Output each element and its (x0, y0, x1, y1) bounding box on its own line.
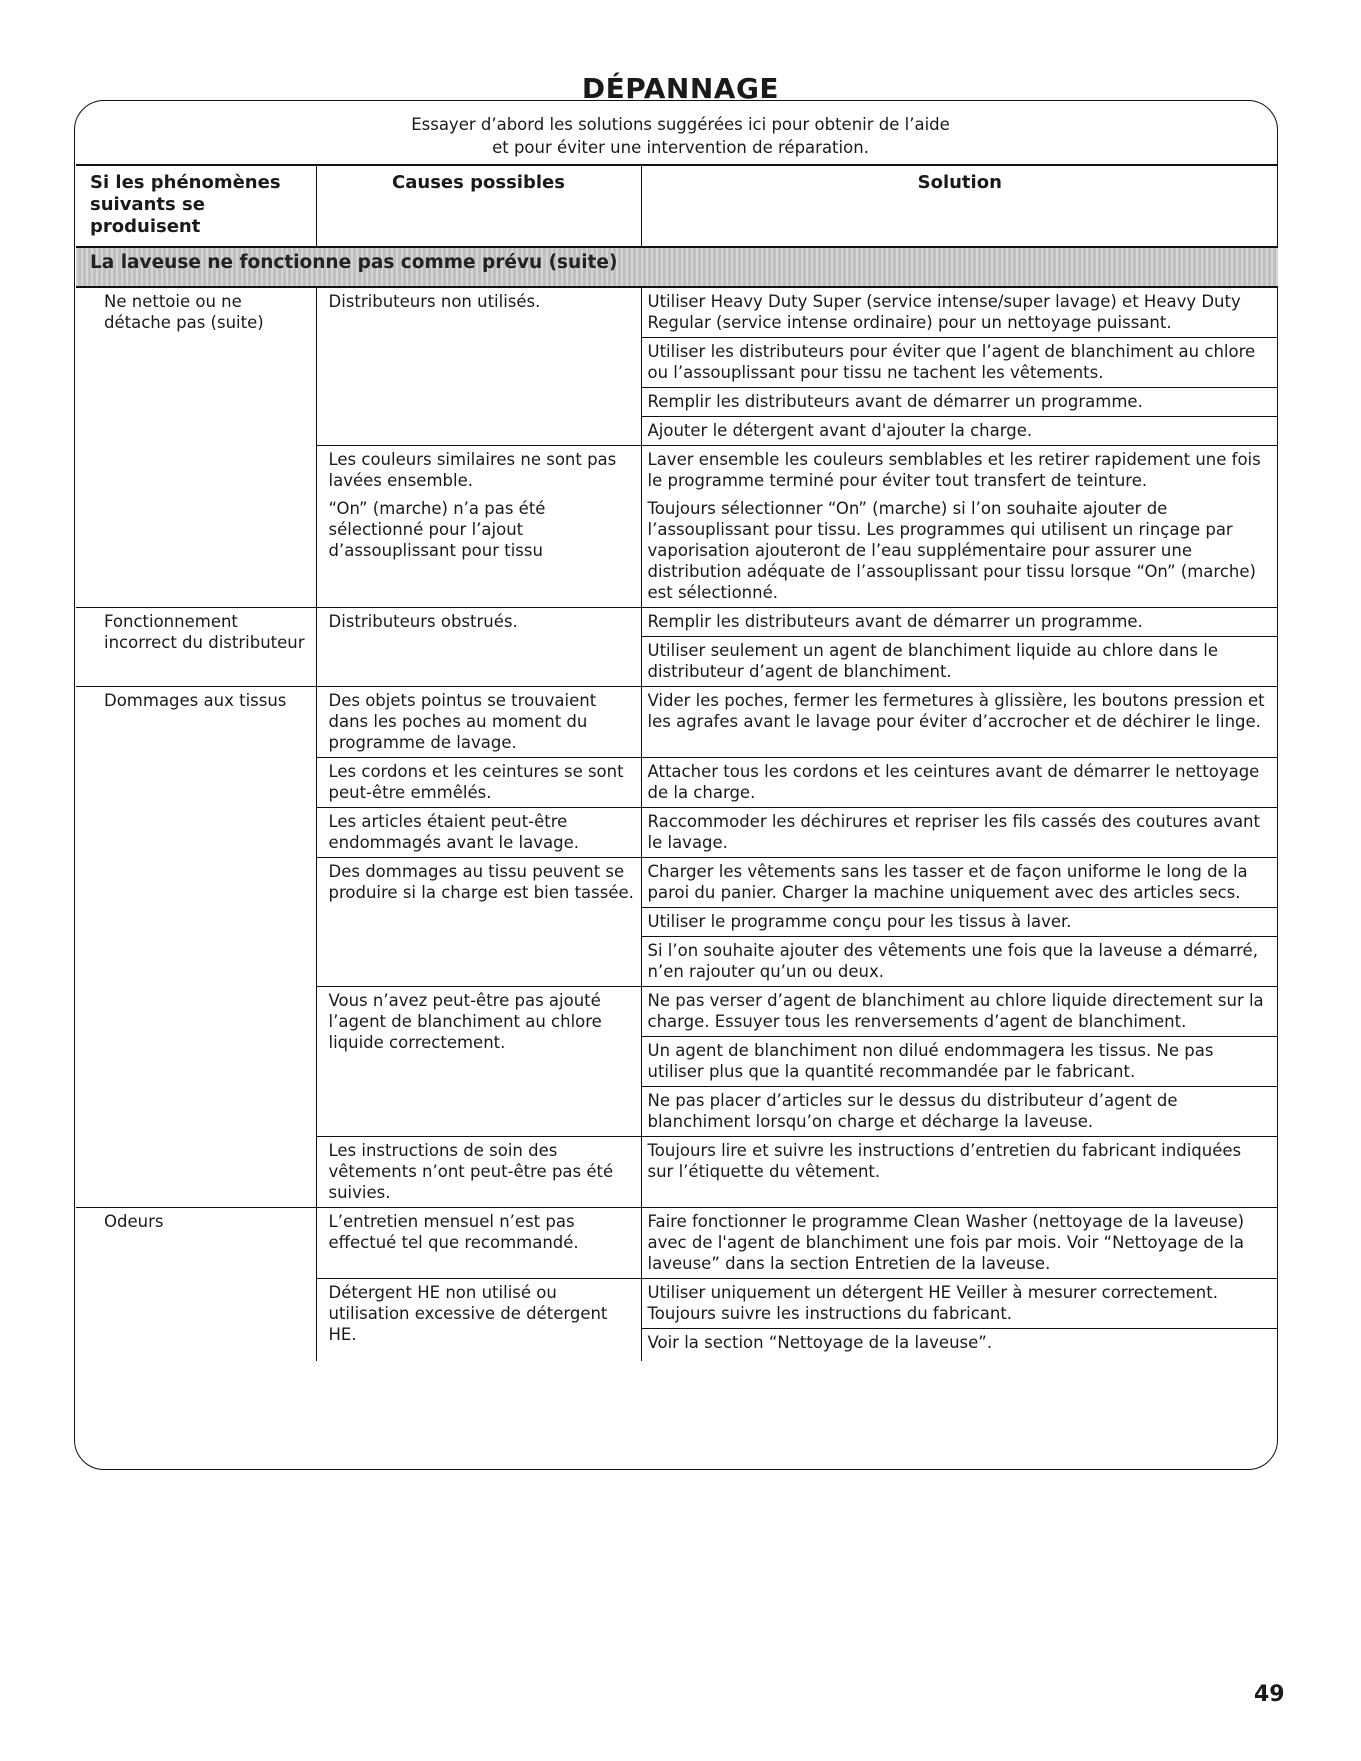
intro-line-2: et pour éviter une intervention de réparation. (492, 138, 869, 157)
solution-cell: Voir la section “Nettoyage de la laveuse”. (641, 1329, 1278, 1362)
solution-cell: Ajouter le détergent avant d'ajouter la charge. (641, 417, 1278, 446)
intro-line-1: Essayer d’abord les solutions suggérées ici pour obtenir de l’aide (411, 115, 950, 134)
page-number: 49 (1254, 1682, 1285, 1707)
solution-cell: Vider les poches, fermer les fermetures à glissière, les boutons pression et les agrafes avant le lavage pour éviter d’accrocher et de déchirer le linge. (641, 687, 1278, 758)
section-bar (76, 247, 1278, 287)
page-title: DÉPANNAGE (581, 72, 780, 105)
cause-cell: Distributeurs obstrués. (316, 608, 641, 687)
problem-cell: Fonctionnement incorrect du distributeur (76, 608, 316, 687)
cause-cell: Les articles étaient peut-être endommagés avant le lavage. (316, 808, 641, 858)
header-row (76, 165, 1278, 247)
cause-cell: Des dommages au tissu peuvent se produire si la charge est bien tassée. (316, 858, 641, 987)
solution-cell: Utiliser les distributeurs pour éviter que l’agent de blanchiment au chlore ou l’assouplissant pour tissu ne tachent les vêtements. (641, 338, 1278, 388)
solution-cell: Un agent de blanchiment non dilué endommagera les tissus. Ne pas utiliser plus que la quantité recommandée par le fabricant. (641, 1037, 1278, 1087)
intro-text (0, 113, 1361, 159)
solution-cell: Faire fonctionner le programme Clean Washer (nettoyage de la laveuse) avec de l'agent de blanchiment une fois par mois. Voir “Nettoyage de la laveuse” dans la section Entretien de la laveuse. (641, 1208, 1278, 1279)
table-row (76, 608, 1278, 637)
problem-cell: Dommages aux tissus (76, 687, 316, 1208)
solution-cell: Utiliser le programme conçu pour les tissus à laver. (641, 908, 1278, 937)
table-row (76, 1208, 1278, 1279)
header-problem (76, 165, 316, 247)
solution-cell: Attacher tous les cordons et les ceintures avant de démarrer le nettoyage de la charge. (641, 758, 1278, 808)
header-problem-line-1: Si les phénomènes (90, 172, 281, 193)
cause-cell: Les cordons et les ceintures se sont peut-être emmêlés. (316, 758, 641, 808)
solution-cell: Utiliser uniquement un détergent HE Veiller à mesurer correctement. Toujours suivre les instructions du fabricant. (641, 1279, 1278, 1329)
troubleshooting-table (76, 164, 1278, 1361)
cause-cell: “On” (marche) n’a pas été sélectionné pour l’ajout d’assouplissant pour tissu (316, 495, 641, 608)
solution-cell: Si l’on souhaite ajouter des vêtements une fois que la laveuse a démarré, n’en rajouter qu’un ou deux. (641, 937, 1278, 987)
cause-cell: Les instructions de soin des vêtements n’ont peut-être pas été suivies. (316, 1137, 641, 1208)
cause-cell: Des objets pointus se trouvaient dans les poches au moment du programme de lavage. (316, 687, 641, 758)
solution-cell: Ne pas placer d’articles sur le dessus du distributeur d’agent de blanchiment lorsqu’on charge et décharge la laveuse. (641, 1087, 1278, 1137)
cause-cell: L’entretien mensuel n’est pas effectué tel que recommandé. (316, 1208, 641, 1279)
cause-cell: Détergent HE non utilisé ou utilisation excessive de détergent HE. (316, 1279, 641, 1362)
solution-cell: Laver ensemble les couleurs semblables et les retirer rapidement une fois le programme terminé pour éviter tout transfert de teinture. (641, 446, 1278, 496)
table-row (76, 287, 1278, 338)
table-row (76, 687, 1278, 758)
solution-cell: Utiliser seulement un agent de blanchiment liquide au chlore dans le distributeur d’agent de blanchiment. (641, 637, 1278, 687)
problem-cell: Ne nettoie ou ne détache pas (suite) (76, 287, 316, 608)
section-title: La laveuse ne fonctionne pas comme prévu (suite) (76, 247, 1278, 287)
cause-cell: Vous n’avez peut-être pas ajouté l’agent de blanchiment au chlore liquide correctement. (316, 987, 641, 1137)
cause-cell: Les couleurs similaires ne sont pas lavées ensemble. (316, 446, 641, 496)
solution-cell: Remplir les distributeurs avant de démarrer un programme. (641, 608, 1278, 637)
header-causes: Causes possibles (316, 165, 641, 247)
solution-cell: Toujours sélectionner “On” (marche) si l’on souhaite ajouter de l’assouplissant pour tissu. Les programmes qui utilisent un rinçage par vaporisation ajouteront de l’eau supplémentaire pour assurer une distribution adéquate de l’assouplissant pour tissu lorsque “On” (marche) est sélectionné. (647, 499, 1256, 602)
header-problem-line-2: suivants se produisent (90, 194, 205, 237)
problem-cell: Odeurs (76, 1208, 316, 1362)
solution-cell: Ne pas verser d’agent de blanchiment au chlore liquide directement sur la charge. Essuyer tous les renversements d’agent de blanchiment. (641, 987, 1278, 1037)
solution-cell: Toujours lire et suivre les instructions d’entretien du fabricant indiquées sur l’étiquette du vêtement. (641, 1137, 1278, 1208)
solution-cell: Charger les vêtements sans les tasser et de façon uniforme le long de la paroi du panier. Charger la machine uniquement avec des articles secs. (641, 858, 1278, 908)
header-solution: Solution (641, 165, 1278, 247)
cause-cell: Distributeurs non utilisés. (316, 287, 641, 446)
solution-cell: Remplir les distributeurs avant de démarrer un programme. (641, 388, 1278, 417)
solution-cell: Raccommoder les déchirures et repriser les fils cassés des coutures avant le lavage. (641, 808, 1278, 858)
solution-cell: Utiliser Heavy Duty Super (service intense/super lavage) et Heavy Duty Regular (service intense ordinaire) pour un nettoyage puissant. (647, 292, 1241, 332)
